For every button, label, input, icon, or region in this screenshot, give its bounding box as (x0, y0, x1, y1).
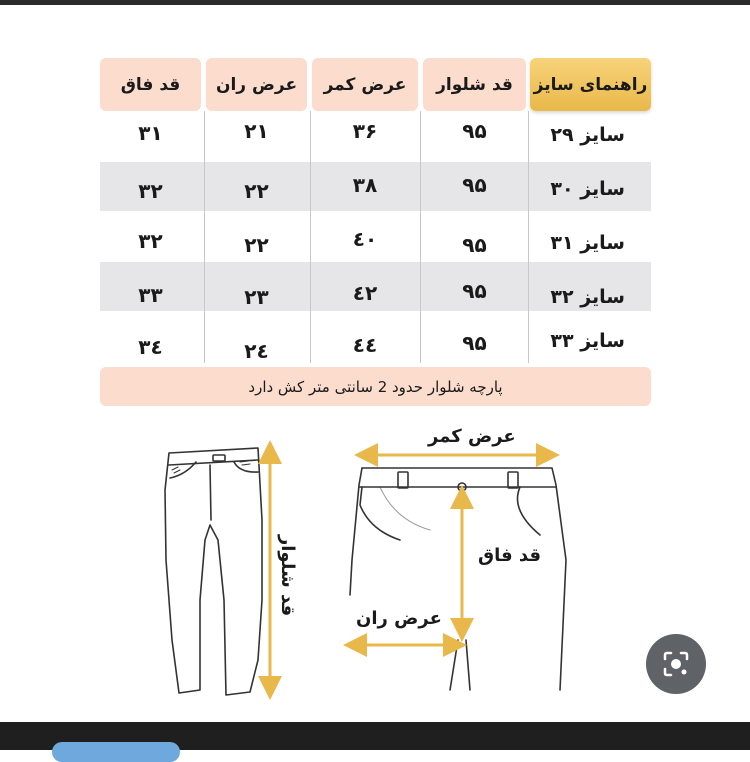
size-cell: سایز ۳۰ (550, 177, 625, 200)
pants-length-cell: ۹۵ (462, 118, 487, 143)
rise-cell: ۳۱ (138, 120, 163, 145)
header-thigh: عرض ران (206, 58, 307, 111)
pants-length-cell: ۹۵ (462, 172, 487, 197)
waist-cell: ۳۶ (352, 118, 378, 143)
pants-length-cell: ۹۵ (462, 330, 487, 355)
rise-cell: ۳۳ (138, 282, 163, 307)
size-cell: سایز ۲۹ (550, 123, 625, 146)
full-jeans-drawing (165, 448, 262, 695)
waist-cell: ۳۸ (352, 172, 378, 197)
rise-cell: ۳۲ (138, 178, 163, 203)
thigh-cell: ۲۳ (244, 284, 269, 309)
thigh-label: عرض ران (356, 608, 442, 629)
rise-cell: ۳۲ (138, 228, 163, 253)
header-rise: قد فاق (100, 58, 201, 111)
length-label: قد شلوار (277, 534, 299, 617)
waist-cell: ٤٤ (352, 332, 378, 357)
fabric-stretch-note: پارچه شلوار حدود 2 سانتی متر کش دارد (100, 367, 651, 406)
waist-cell: ٤۲ (352, 280, 378, 305)
rise-label: قد فاق (478, 545, 542, 566)
size-cell: سایز ۳۱ (550, 231, 625, 254)
pants-length-cell: ۹۵ (462, 278, 487, 303)
thigh-cell: ۲۲ (244, 178, 269, 203)
rise-cell: ۳٤ (138, 334, 163, 359)
thigh-cell: ۲۲ (244, 232, 269, 257)
waist-label: عرض کمر (428, 426, 516, 447)
lens-search-button[interactable] (646, 634, 706, 694)
thigh-cell: ۲۱ (244, 118, 269, 143)
waist-cell: ٤۰ (352, 226, 378, 251)
pants-length-cell: ۹۵ (462, 232, 487, 257)
header-waist: عرض کمر (312, 58, 418, 111)
thigh-cell: ۲٤ (244, 338, 269, 363)
lens-search-icon (661, 649, 691, 679)
size-cell: سایز ۳۲ (550, 285, 625, 308)
header-pants-length: قد شلوار (423, 58, 526, 111)
size-cell: سایز ۳۳ (550, 329, 625, 352)
pants-top-drawing (350, 468, 566, 690)
header-size-guide: راهنمای سایز (530, 58, 651, 111)
bottom-button[interactable] (52, 742, 180, 762)
